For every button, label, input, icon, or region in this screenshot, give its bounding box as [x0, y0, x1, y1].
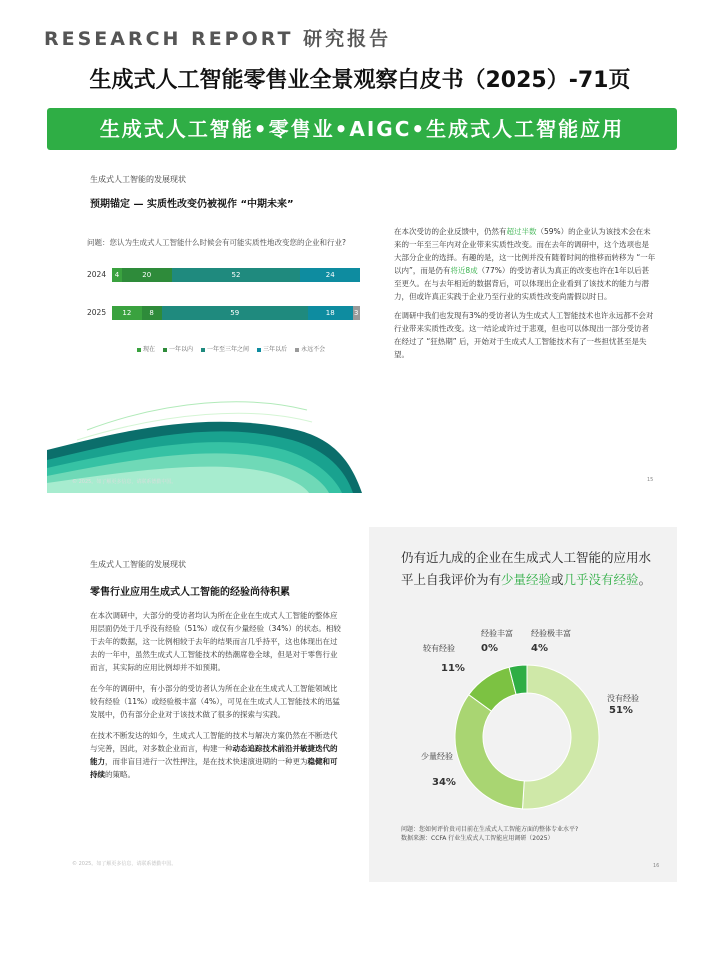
donut-slice	[455, 695, 524, 809]
legend-label: 一年以内	[169, 346, 194, 353]
bar-segment: 20	[122, 268, 172, 282]
legend-swatch	[257, 348, 261, 352]
section-subtitle: 生成式人工智能的发展现状	[90, 560, 186, 569]
label-very: 经验极丰富	[531, 629, 571, 638]
bar-year-label: 2024	[87, 270, 107, 279]
bar-segment: 3	[353, 306, 360, 320]
bar-segment: 59	[162, 306, 308, 320]
keyword-banner: 生成式人工智能•零售业•AIGC•生成式人工智能应用	[47, 108, 677, 150]
page-number: 15	[647, 477, 654, 483]
page1-text	[394, 225, 656, 367]
legend-swatch	[201, 348, 205, 352]
value-some: 11%	[441, 663, 465, 674]
paragraph: 在技术不断发达的如今，生成式人工智能的技术与解决方案仍然在不断迭代与完善，因此，对多数企业而言，构建一种动态追踪技术前沿并敏捷迭代的能力，而非盲目进行一次性押注，是在技术快速演进期的一种更为稳健和可持续的策略。	[90, 731, 338, 779]
legend-item	[163, 344, 193, 353]
donut-title: 仍有近九成的企业在生成式人工智能的应用水平上自我评价为有少量经验或几乎没有经验。	[401, 550, 652, 587]
legend-label: 永远不会	[301, 346, 326, 353]
paragraph: 在本次受访的企业反馈中，仍然有超过半数（59%）的企业认为该技术会在未来的一年至三年内对企业带来实质性改变。而在去年的调研中，这个选项也是大部分企业的选择。有趣的是，这一比例并没有随着时间的推移而转移为 “一年以内”，而是仍有将近8成（77%）的受访者认为真正的改变也许在1年以后甚至更久。在与去年相近的数据背后，可以体现出企业看到了该技术的能力与潜力，但或许真正实践于企业乃至行业的实质性改变尚需假以时日。	[394, 227, 656, 301]
bar-segment: 52	[172, 268, 301, 282]
survey-question: 问题：您认为生成式人工智能什么时候会有可能实质性地改变您的企业和行业?	[87, 238, 346, 247]
section-heading: 预期锚定 — 实质性改变仍被视作 “中期未来”	[90, 199, 294, 210]
legend-swatch	[163, 348, 167, 352]
page-footer: © 2025。如了解更多信息，请联系德勤中国。	[72, 479, 177, 485]
paragraph: 在本次调研中，大部分的受访者均认为所在企业在生成式人工智能的整体应用层面仍处于几乎没有经验（51%）或仅有少量经验（34%）的状态。相较于去年的数据，这一比例相较于去年的结果而言几乎持平，这也体现出在过去的一年中，虽然生成式人工智能技术的热潮席卷全球，但是对于零售行业而言，其实际的应用比例却并不如预期。	[90, 611, 341, 672]
value-very: 4%	[531, 643, 548, 654]
bar-segment: 8	[142, 306, 162, 320]
paragraph: 在调研中我们也发现有3%的受访者认为生成式人工智能技术也许永远都不会对行业带来实质性改变。这一结论或许过于悲观，但也可以体现出一部分受访者在经过了 “狂热期” 后，开始对于生成式人工智能技术有了一些担忧甚至是失望。	[394, 311, 654, 359]
value-rich: 0%	[481, 643, 498, 654]
page-number: 16	[653, 863, 660, 869]
bar-row-2025	[112, 306, 360, 320]
legend-swatch	[137, 348, 141, 352]
legend-label: 现在	[143, 346, 156, 353]
note-question: 问题：您如何评价贵司目前在生成式人工智能方面的整体专业水平?	[401, 826, 579, 833]
section-subtitle: 生成式人工智能的发展现状	[90, 175, 186, 184]
bar-segment: 12	[112, 306, 142, 320]
report-page-15	[47, 155, 677, 495]
paragraph: 在今年的调研中，有小部分的受访者认为所在企业在生成式人工智能领域比较有经验（11%）或经验极丰富（4%），可见在生成式人工智能技术的迅猛发展中，仍有部分企业对于该技术做了很多的探索与实践。	[90, 684, 340, 719]
bar-segment: 24	[300, 268, 360, 282]
legend-item	[295, 344, 325, 353]
report-page-16	[47, 527, 677, 882]
label-none: 没有经验	[607, 694, 639, 703]
note-source: 数据来源：CCFA 行业生成式人工智能应用调研（2025）	[401, 835, 554, 842]
legend-item	[137, 344, 155, 353]
legend-item	[201, 344, 249, 353]
value-none: 51%	[609, 705, 633, 716]
page2-text	[90, 609, 342, 789]
label-little: 少量经验	[421, 752, 453, 761]
top-label: RESEARCH REPORT 研究报告	[44, 28, 392, 50]
bar-row-2024	[112, 268, 360, 282]
page-footer: © 2025。如了解更多信息，请联系德勤中国。	[72, 861, 177, 867]
document-title: 生成式人工智能零售业全景观察白皮书（2025）-71页	[89, 68, 631, 93]
value-little: 34%	[432, 777, 456, 788]
legend-label: 一年至三年之间	[207, 346, 250, 353]
label-rich: 经验丰富	[481, 629, 513, 638]
section-heading: 零售行业应用生成式人工智能的经验尚待积累	[90, 587, 290, 598]
donut-panel	[369, 527, 677, 882]
legend-item	[257, 344, 287, 353]
legend-label: 三年以后	[263, 346, 288, 353]
donut-slice	[522, 665, 599, 809]
label-some: 较有经验	[423, 644, 455, 653]
chart-legend	[137, 344, 325, 353]
bar-segment: 4	[112, 268, 122, 282]
bar-segment: 18	[308, 306, 353, 320]
legend-swatch	[295, 348, 299, 352]
bar-year-label: 2025	[87, 308, 107, 317]
donut-note	[401, 825, 578, 843]
